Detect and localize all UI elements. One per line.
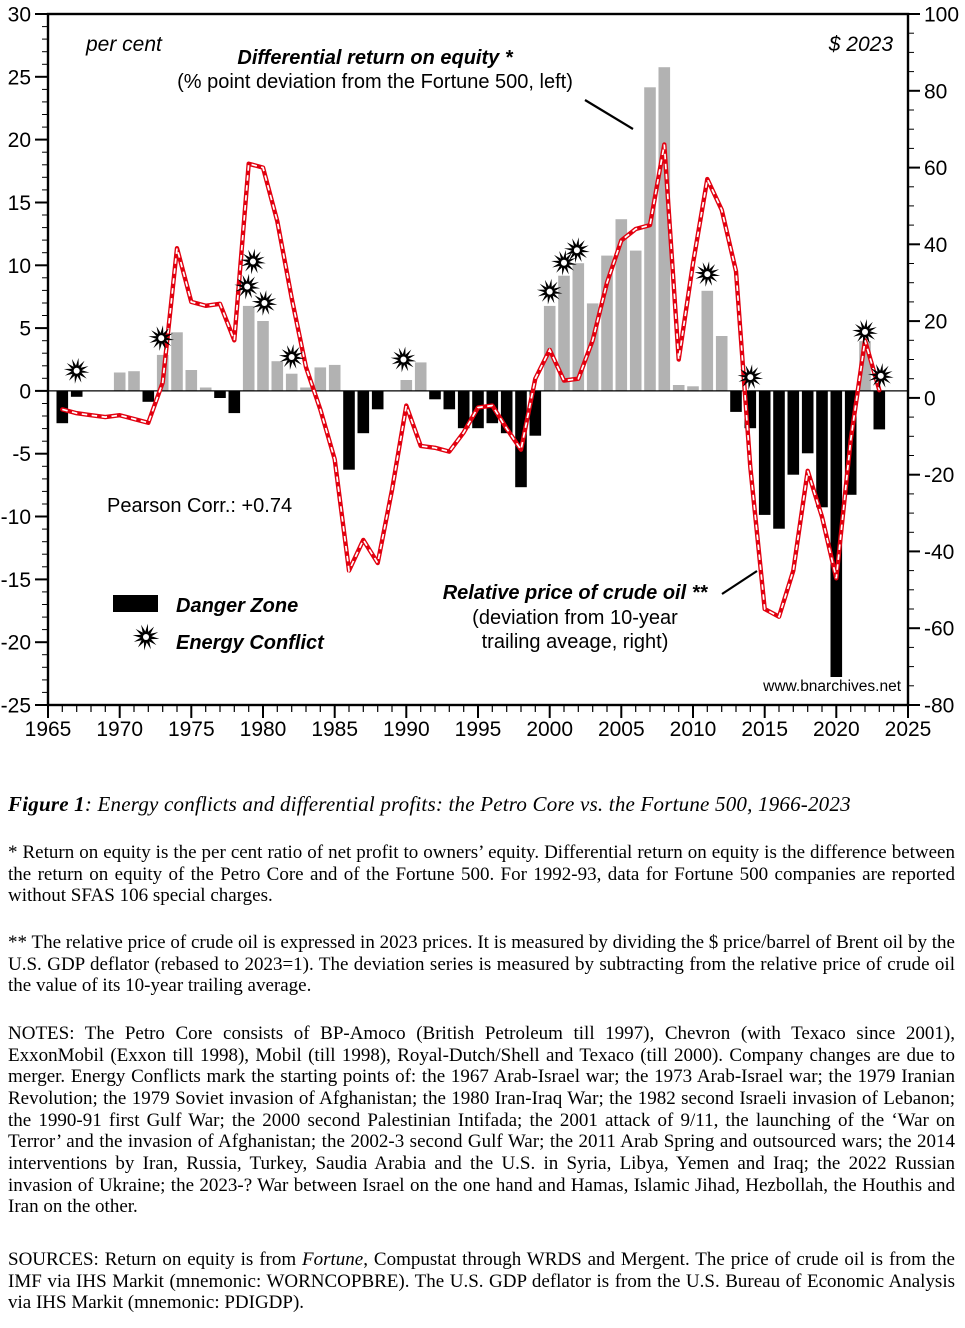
energy-conflict-star xyxy=(252,290,278,316)
sources-text-2: , Compustat through WRDS and Mergent. The price of crude oil is from the IMF via IHS Markit (mnemonic: WORNCOPBRE). The U.S. GDP deflator is from the U.S. Bureau of Economic Analysis via IHS Markit (mnemonic: PDIGDP). xyxy=(8,1248,955,1314)
roe-bar-1981 xyxy=(271,361,283,391)
right-axis-label: -20 xyxy=(924,464,955,488)
watermark-url: www.bnarchives.net xyxy=(763,678,901,695)
danger-zone-bar-1993 xyxy=(443,391,455,410)
sources-text-1: SOURCES: Return on equity is from xyxy=(8,1248,303,1270)
sources-paragraph xyxy=(8,1249,955,1314)
energy-conflict-star-center xyxy=(400,357,406,363)
energy-conflict-star-center xyxy=(158,335,164,341)
roe-bar-1975 xyxy=(185,370,197,391)
danger-zone-bar-1987 xyxy=(357,391,369,434)
danger-zone-bar-1977 xyxy=(214,391,226,399)
notes-paragraph: NOTES: The Petro Core consists of BP-Amoco (British Petroleum till 1997), Chevron (with Texaco since 2001), ExxonMobil (Exxon till 1998), Mobil (till 1998), Royal-Dutch/Shell and Texaco (till 2000). Company changes are due to merger. Energy Conflicts mark the starting points of: the 1967 Arab-Israel war; the 1973 Arab-Israel war; the 1979 Iranian Revolution; the 1979 Soviet invasion of Afghanistan; the 1980 Iran-Iraq War; the 1982 second Israeli invasion of Lebanon; the 1990-91 first Gulf War; the 2000 second Palestinian Intifada; the 2001 attack of 9/11, the launching of the ‘War on Terror’ and the invasion of Afghanistan; the 2002-3 second Gulf War; the 2011 Arab Spring and outsourced wars; the 2014 interventions by Iran, Russia, Turkey, Saudia Arabia and the U.S. in Syria, Libya, Yemen and Iraq; the 2022 Russian invasion of Ukraine; the 2023-? War between Israel on the one hand and Hamas, Islamic Jihad, Hezbollah, the Houthis and Iran on the other. xyxy=(8,1022,955,1218)
energy-conflict-star-center xyxy=(704,271,710,277)
sources-fortune-italic: Fortune xyxy=(302,1248,364,1270)
roe-bar-1982 xyxy=(286,373,298,391)
x-axis-label: 1980 xyxy=(239,718,287,741)
oil-series-subtitle-line1: (deviation from 10-year xyxy=(472,607,678,629)
left-axis-label: 30 xyxy=(7,3,31,27)
energy-conflict-star-center xyxy=(289,354,295,360)
x-axis-label: 1995 xyxy=(454,718,502,741)
roe-bar-1980 xyxy=(257,321,269,391)
left-axis-label: -20 xyxy=(0,631,31,655)
roe-bar-1990 xyxy=(400,380,412,391)
footnote-roe: * Return on equity is the per cent ratio of net profit to owners’ equity. Differential return on equity is the difference between the return on equity of the Petro Core and of the Fortune 500. For 1992-93, data for Fortune 500 companies are reported without SFAS 106 special charges. xyxy=(8,842,955,907)
x-axis-label: 1970 xyxy=(96,718,144,741)
x-axis-label: 1975 xyxy=(167,718,215,741)
danger-zone-bar-1978 xyxy=(228,391,240,414)
danger-zone-bar-2018 xyxy=(802,391,814,454)
energy-conflict-star-center xyxy=(547,289,553,295)
left-axis-label: 0 xyxy=(19,380,31,404)
energy-conflict-star xyxy=(240,249,266,275)
left-axis-label: 25 xyxy=(7,66,31,90)
legend-energy-conflict-icon xyxy=(133,624,160,651)
energy-conflict-star-center xyxy=(561,260,567,266)
danger-zone-bar-2013 xyxy=(730,391,742,412)
left-axis-label: 20 xyxy=(7,129,31,153)
danger-zone-bar-1992 xyxy=(429,391,441,400)
danger-zone-bar-2019 xyxy=(816,391,828,508)
roe-bar-2007 xyxy=(644,87,656,391)
right-axis-label: -80 xyxy=(924,694,955,718)
left-axis-label: -5 xyxy=(12,443,31,467)
energy-conflict-star xyxy=(695,261,721,287)
right-axis-label: 100 xyxy=(924,3,960,27)
right-axis-unit-label: $ 2023 xyxy=(828,33,893,56)
energy-conflict-star-center xyxy=(878,373,884,379)
energy-conflict-star-center xyxy=(862,329,868,335)
roe-annotation-pointer-line xyxy=(585,100,633,129)
figure-caption xyxy=(8,792,955,817)
right-axis-label: 80 xyxy=(924,80,948,104)
roe-bar-1979 xyxy=(243,306,255,391)
left-axis-label: 5 xyxy=(19,317,31,341)
right-axis-label: 60 xyxy=(924,157,948,181)
x-axis-label: 1965 xyxy=(24,718,72,741)
x-axis-label: 2005 xyxy=(597,718,645,741)
figure-caption-label: Figure 1 xyxy=(8,792,85,816)
roe-series-title: Differential return on equity * xyxy=(237,47,513,69)
oil-series-title: Relative price of crude oil ** xyxy=(442,582,708,604)
x-axis-label: 1985 xyxy=(311,718,359,741)
footnote-oil: ** The relative price of crude oil is expressed in 2023 prices. It is measured by dividing the $ price/barrel of Brent oil by the U.S. GDP deflator (rebased to 2023=1). The deviation series is measured by subtracting from the relative price of crude oil the value of its 10-year trailing average. xyxy=(8,931,955,997)
energy-conflict-star xyxy=(391,347,417,373)
left-axis-label: 10 xyxy=(7,254,31,278)
energy-conflict-star-center xyxy=(74,368,80,374)
danger-zone-bar-2017 xyxy=(787,391,799,475)
danger-zone-bar-1972 xyxy=(142,391,154,402)
right-axis-label: -60 xyxy=(924,617,955,641)
energy-conflict-star xyxy=(64,358,90,384)
roe-bar-1970 xyxy=(114,372,126,391)
danger-zone-bar-2015 xyxy=(759,391,771,515)
energy-conflict-star-center xyxy=(574,247,580,253)
x-axis-label: 2010 xyxy=(669,718,717,741)
x-axis-label: 2025 xyxy=(884,718,932,741)
left-axis-label: -25 xyxy=(0,694,31,718)
danger-zone-bar-1986 xyxy=(343,391,355,470)
legend-danger-zone-swatch xyxy=(113,595,158,612)
roe-bar-2011 xyxy=(701,290,713,391)
roe-bar-2010 xyxy=(687,386,699,391)
roe-series-subtitle: (% point deviation from the Fortune 500, left) xyxy=(177,71,573,93)
right-axis-label: 40 xyxy=(924,233,948,257)
legend-energy-conflict-label: Energy Conflict xyxy=(176,632,324,654)
energy-conflict-star-center xyxy=(261,300,267,306)
right-axis-label: 20 xyxy=(924,310,948,334)
x-axis-label: 2015 xyxy=(741,718,789,741)
oil-series-subtitle-line2: trailing aveage, right) xyxy=(481,631,669,653)
left-axis-label: -15 xyxy=(0,568,31,592)
x-axis-label: 2000 xyxy=(526,718,574,741)
danger-zone-bar-1967 xyxy=(71,391,83,397)
roe-bar-1984 xyxy=(314,367,326,391)
x-axis-label: 2020 xyxy=(812,718,860,741)
roe-bar-1991 xyxy=(415,362,427,391)
legend-danger-zone-label: Danger Zone xyxy=(176,595,299,617)
roe-bar-2009 xyxy=(673,385,685,391)
roe-bar-1974 xyxy=(171,332,183,391)
right-axis-label: 0 xyxy=(924,387,936,411)
roe-bar-2006 xyxy=(630,250,642,391)
left-axis-label: -10 xyxy=(0,506,31,529)
energy-conflict-star-center xyxy=(250,259,256,265)
x-axis-label: 1990 xyxy=(382,718,430,741)
danger-zone-bar-2016 xyxy=(773,391,785,529)
pearson-correlation-label: Pearson Corr.: +0.74 xyxy=(107,495,293,517)
legend-energy-conflict-icon-center xyxy=(143,634,149,640)
oil-annotation-pointer-line xyxy=(722,571,757,594)
roe-bar-1971 xyxy=(128,371,140,391)
left-axis-label: 15 xyxy=(7,192,31,215)
energy-conflict-star-center xyxy=(244,284,250,290)
left-axis-unit-label: per cent xyxy=(86,33,162,56)
danger-zone-bar-2023 xyxy=(873,391,885,430)
danger-zone-bar-1988 xyxy=(372,391,384,410)
roe-bar-1985 xyxy=(329,365,341,391)
right-axis-label: -40 xyxy=(924,540,955,564)
energy-conflict-star-center xyxy=(747,374,753,380)
figure-caption-text: : Energy conflicts and differential profits: the Petro Core vs. the Fortune 500, 1966-2023 xyxy=(84,792,851,816)
roe-bar-2012 xyxy=(716,336,728,391)
